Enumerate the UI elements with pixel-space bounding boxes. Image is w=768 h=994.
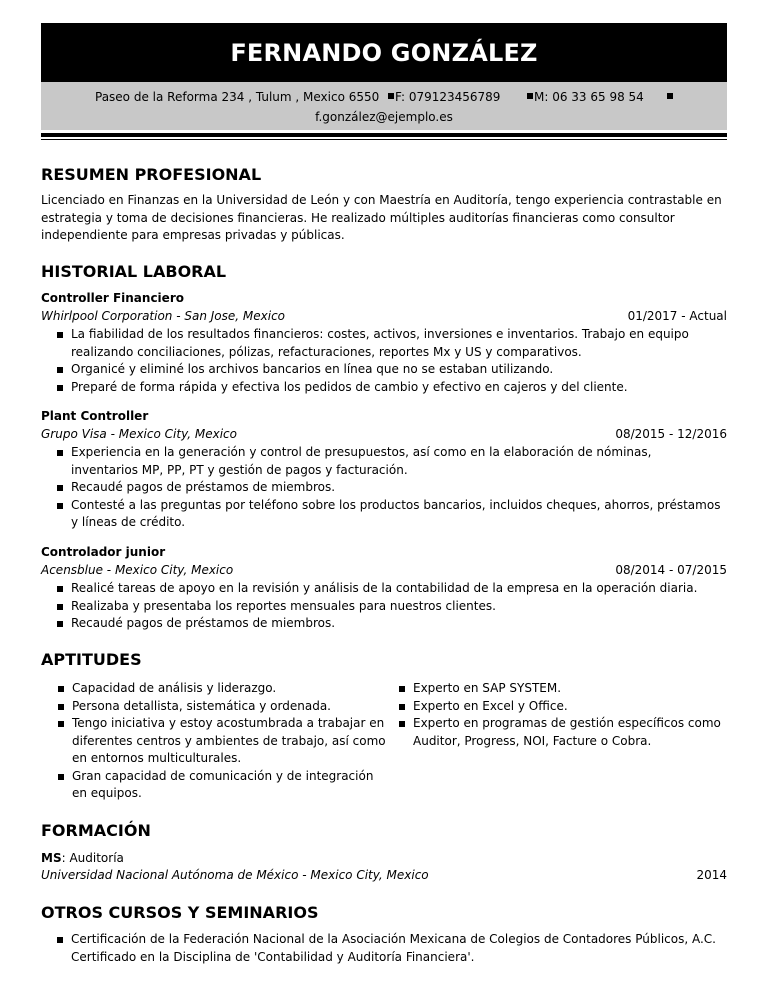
education-year: 2014 [696,868,727,882]
bullet-square-icon [58,704,64,710]
job-title: Controlador junior [41,545,166,559]
bullet-square-icon [57,604,63,610]
degree-line [41,851,124,865]
bullet-square-icon [58,686,64,692]
job-dates: 08/2015 - 12/2016 [615,427,727,441]
summary-text: Licenciado en Finanzas en la Universidad de León y con Maestría en Auditoría, tengo experiencia contrastable en estrategia y toma de decisiones financieras. He realizado múltiples auditorías financieras como consultor independiente para empresas privadas y públicas. [41,193,722,242]
list-item: La fiabilidad de los resultados financieros: costes, activos, inversiones e inventarios. Trabajo en equipo realizando conciliaciones, pólizas, refacturaciones, reportes Mx y US y comparativos. [57,326,722,361]
summary-heading: RESUMEN PROFESIONAL [41,165,262,184]
job-dates: 01/2017 - Actual [627,309,727,323]
list-item: Experto en SAP SYSTEM. [399,680,725,698]
job-company: Whirlpool Corporation - San Jose, Mexico [41,309,286,323]
header-divider-thick [41,133,727,137]
list-item: Persona detallista, sistemática y ordenada. [58,698,388,716]
skills-right-list [399,680,725,750]
bullet-square-icon [57,485,63,491]
bullet-square-icon [399,704,405,710]
list-item: Capacidad de análisis y liderazgo. [58,680,388,698]
address: Paseo de la Reforma 234 , Tulum , Mexico 6550 [95,90,380,104]
courses-heading: OTROS CURSOS Y SEMINARIOS [41,903,319,922]
job-title: Controller Financiero [41,291,184,305]
list-item: Recaudé pagos de préstamos de miembros. [57,615,722,633]
job-company: Grupo Visa - Mexico City, Mexico [41,427,237,441]
bullet-square-icon [57,621,63,627]
bullet-square-icon [527,93,533,99]
candidate-name: FERNANDO GONZÁLEZ [41,23,727,82]
skills-left-list [58,680,388,803]
list-item: Experto en programas de gestión específicos como Auditor, Progress, NOI, Facture o Cobra. [399,715,725,750]
mobile: M: 06 33 65 98 54 [527,90,644,104]
job-bullets [57,444,722,532]
job-company: Acensblue - Mexico City, Mexico [41,563,234,577]
bullet-square-icon [58,774,64,780]
courses-list [57,931,725,966]
list-item: Certificación de la Federación Nacional de la Asociación Mexicana de Colegios de Contadores Públicos, A.C. Certificado en la Disciplina de 'Contabilidad y Auditoría Financiera'. [57,931,725,966]
list-item: Realizaba y presentaba los reportes mensuales para nuestros clientes. [57,598,722,616]
bullet-square-icon [667,93,673,99]
contact-bar [41,82,727,130]
degree: MS [41,851,62,865]
bullet-square-icon [57,503,63,509]
email-bullet [667,90,674,104]
list-item: Experiencia en la generación y control de presupuestos, así como en la elaboración de nóminas, inventarios MP, PP, PT y gestión de pagos y facturación. [57,444,722,479]
bullet-square-icon [58,721,64,727]
job-bullets [57,326,722,396]
school: Universidad Nacional Autónoma de México - Mexico City, Mexico [41,868,429,882]
job-bullets [57,580,722,633]
job-dates: 08/2014 - 07/2015 [615,563,727,577]
list-item: Organicé y eliminé los archivos bancarios en línea que no se estaban utilizando. [57,361,722,379]
list-item: Recaudé pagos de préstamos de miembros. [57,479,722,497]
education-heading: FORMACIÓN [41,821,151,840]
phone: F: 079123456789 [388,90,500,104]
bullet-square-icon [57,586,63,592]
bullet-square-icon [57,937,63,943]
bullet-square-icon [57,385,63,391]
bullet-square-icon [57,332,63,338]
skills-heading: APTITUDES [41,650,142,669]
email: f.gonzález@ejemplo.es [315,110,453,124]
degree-field: : Auditoría [61,851,124,865]
bullet-square-icon [399,721,405,727]
bullet-square-icon [57,450,63,456]
list-item: Experto en Excel y Office. [399,698,725,716]
list-item: Preparé de forma rápida y efectiva los pedidos de cambio y efectivo en cajeros y del cliente. [57,379,722,397]
bullet-square-icon [388,93,394,99]
header-divider-thin [41,139,727,140]
list-item: Tengo iniciativa y estoy acostumbrada a trabajar en diferentes centros y ambientes de trabajo, así como en entornos multiculturales. [58,715,388,768]
job-title: Plant Controller [41,409,149,423]
bullet-square-icon [57,367,63,373]
work-heading: HISTORIAL LABORAL [41,262,227,281]
contact-row [41,90,727,108]
list-item: Contesté a las preguntas por teléfono sobre los productos bancarios, incluidos cheques, ahorros, préstamos y líneas de crédito. [57,497,722,532]
list-item: Gran capacidad de comunicación y de integración en equipos. [58,768,388,803]
list-item: Realicé tareas de apoyo en la revisión y análisis de la contabilidad de la empresa en la operación diaria. [57,580,722,598]
bullet-square-icon [399,686,405,692]
